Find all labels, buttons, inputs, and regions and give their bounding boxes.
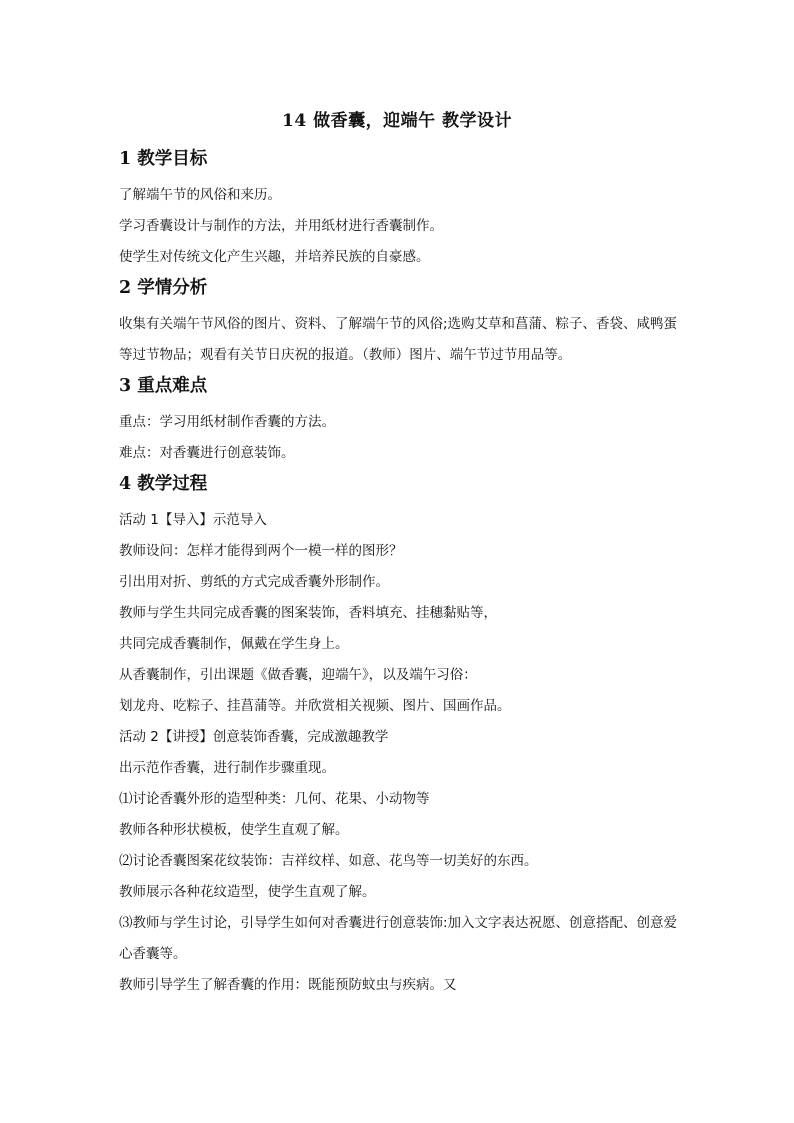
paragraph: 共同完成香囊制作，佩戴在学生身上。	[119, 636, 349, 652]
paragraph: 出示范作香囊，进行制作步骤重现。	[119, 760, 335, 776]
paragraph: 活动 2【讲授】创意装饰香囊，完成激趣教学	[119, 729, 389, 745]
document-title: 14 做香囊，迎端午 教学设计	[282, 111, 512, 131]
section-heading-teaching-process: 4 教学过程	[119, 474, 208, 494]
paragraph: 从香囊制作，引出课题《做香囊，迎端午》，以及端午习俗：	[119, 667, 477, 683]
paragraph: ⑴讨论香囊外形的造型种类：几何、花果、小动物等	[119, 791, 430, 807]
paragraph: 教师设问：怎样才能得到两个一模一样的图形？	[119, 543, 403, 559]
paragraph: 教师引导学生了解香囊的作用：既能预防蚊虫与疾病。又	[119, 977, 457, 993]
paragraph: 难点：对香囊进行创意装饰。	[119, 445, 295, 461]
paragraph: 了解端午节的风俗和来历。	[119, 187, 281, 203]
paragraph: 教师展示各种花纹造型，使学生直观了解。	[119, 884, 376, 900]
paragraph: 划龙舟、吃粽子、挂菖蒲等。并欣赏相关视频、图片、国画作品。	[119, 698, 511, 714]
paragraph: 重点：学习用纸材制作香囊的方法。	[119, 414, 335, 430]
section-heading-objectives: 1 教学目标	[119, 149, 208, 169]
section-heading-learner-analysis: 2 学情分析	[119, 278, 208, 298]
paragraph: 教师与学生共同完成香囊的图案装饰，香料填充、挂穗黏贴等，	[119, 605, 497, 621]
paragraph: 使学生对传统文化产生兴趣，并培养民族的自豪感。	[119, 249, 430, 265]
paragraph: ⑵讨论香囊图案花纹装饰：吉祥纹样、如意、花鸟等一切美好的东西。	[119, 853, 538, 869]
document-body	[119, 148, 689, 1001]
section-heading-key-points: 3 重点难点	[119, 376, 208, 396]
paragraph: 收集有关端午节风俗的图片、资料、了解端午节的风俗;选购艾草和菖蒲、粽子、香袋、咸鸭蛋等过节物品；观看有关节日庆祝的报道。（教师）图片、端午节过节用品等。	[119, 316, 678, 363]
paragraph: ⑶教师与学生讨论，引导学生如何对香囊进行创意装饰:加入文字表达祝愿、创意搭配、创意爱心香囊等。	[119, 915, 678, 962]
paragraph: 引出用对折、剪纸的方式完成香囊外形制作。	[119, 574, 389, 590]
paragraph: 教师各种形状模板，使学生直观了解。	[119, 822, 349, 838]
paragraph: 学习香囊设计与制作的方法，并用纸材进行香囊制作。	[119, 218, 443, 234]
paragraph: 活动 1【导入】示范导入	[119, 512, 267, 528]
